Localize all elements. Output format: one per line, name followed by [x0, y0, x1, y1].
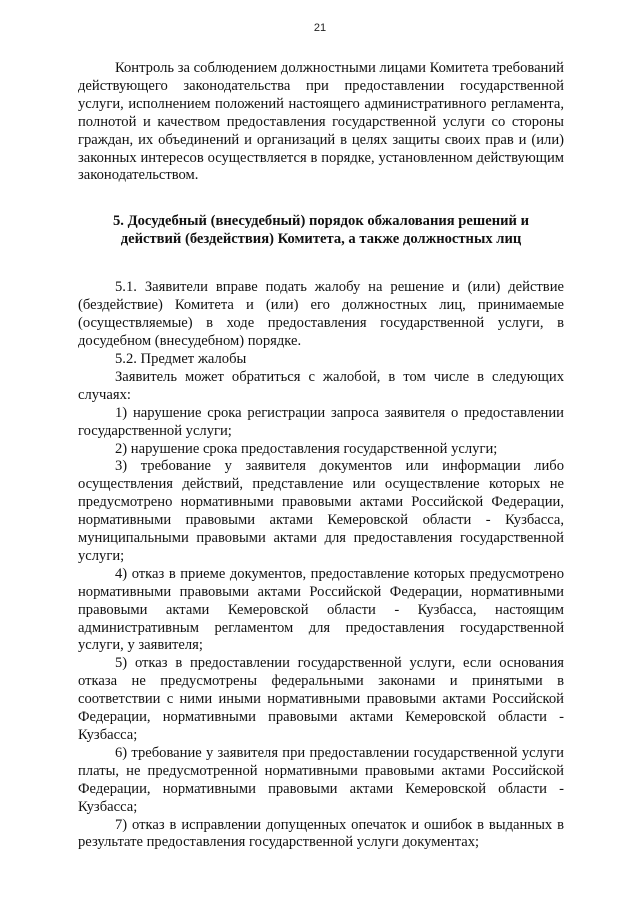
case-item-2: 2) нарушение срока предоставления государственной услуги; [115, 440, 498, 457]
case-item-7: 7) отказ в исправлении допущенных опечаток и ошибок в выданных в результате предоставления государственной услуги документах; [78, 816, 564, 851]
case-item-1: 1) нарушение срока регистрации запроса заявителя о предоставлении государственной услуги; [78, 404, 564, 439]
paragraph-cases-intro: Заявитель может обратиться с жалобой, в том числе в следующих случаях: [78, 368, 564, 403]
case-item-6: 6) требование у заявителя при предоставлении государственной услуги платы, не предусмотренной нормативными правовыми актами Российской Федерации, нормативными правовыми актами Кемеровской области - Кузбасса; [78, 744, 564, 815]
page-number: 21 [313, 22, 327, 34]
paragraph-5-2: 5.2. Предмет жалобы [115, 350, 247, 367]
case-item-4: 4) отказ в приеме документов, предоставление которых предусмотрено нормативными правовыми актами Российской Федерации, нормативными правовыми актами Кемеровской области - Кузбасса, настоящим административным регламентом для предоставления государственной услуги, у заявителя; [78, 565, 564, 654]
intro-paragraph: Контроль за соблюдением должностными лицами Комитета требований действующего законодательства при предоставлении государственной услуги, исполнением положений настоящего административного регламента, полнотой и качеством предоставления государственной услуги со стороны граждан, их объединений и организаций в целях защиты своих прав и (или) законных интересов осуществляется в порядке, установленном действующим законодательством. [78, 60, 564, 184]
case-item-3: 3) требование у заявителя документов или информации либо осуществления действий, представление или осуществление которых не предусмотрено нормативными правовыми актами Российской Федерации, нормативными правовыми актами Кемеровской области - Кузбасса, муниципальными правовыми актами для предоставления государственной услуги; [78, 458, 564, 564]
paragraph-5-1: 5.1. Заявители вправе подать жалобу на решение и (или) действие (бездействие) Комитета и (или) его должностных лиц, принимаемые (осуществляемые) в ходе предоставления государственной услуги, в досудебном (внесудебном) порядке. [78, 279, 564, 350]
section-heading-line-1: 5. Досудебный (внесудебный) порядок обжалования решений и [113, 213, 529, 230]
section-heading-line-2: действий (бездействия) Комитета, а также должностных лиц [120, 231, 522, 248]
case-item-5: 5) отказ в предоставлении государственной услуги, если основания отказа не предусмотрены федеральными законами и принятыми в соответствии с ними иными нормативными правовыми актами Российской Федерации, нормативными правовыми актами Кемеровской области - Кузбасса; [78, 655, 564, 743]
section-heading [78, 212, 564, 248]
document-body [78, 60, 564, 852]
